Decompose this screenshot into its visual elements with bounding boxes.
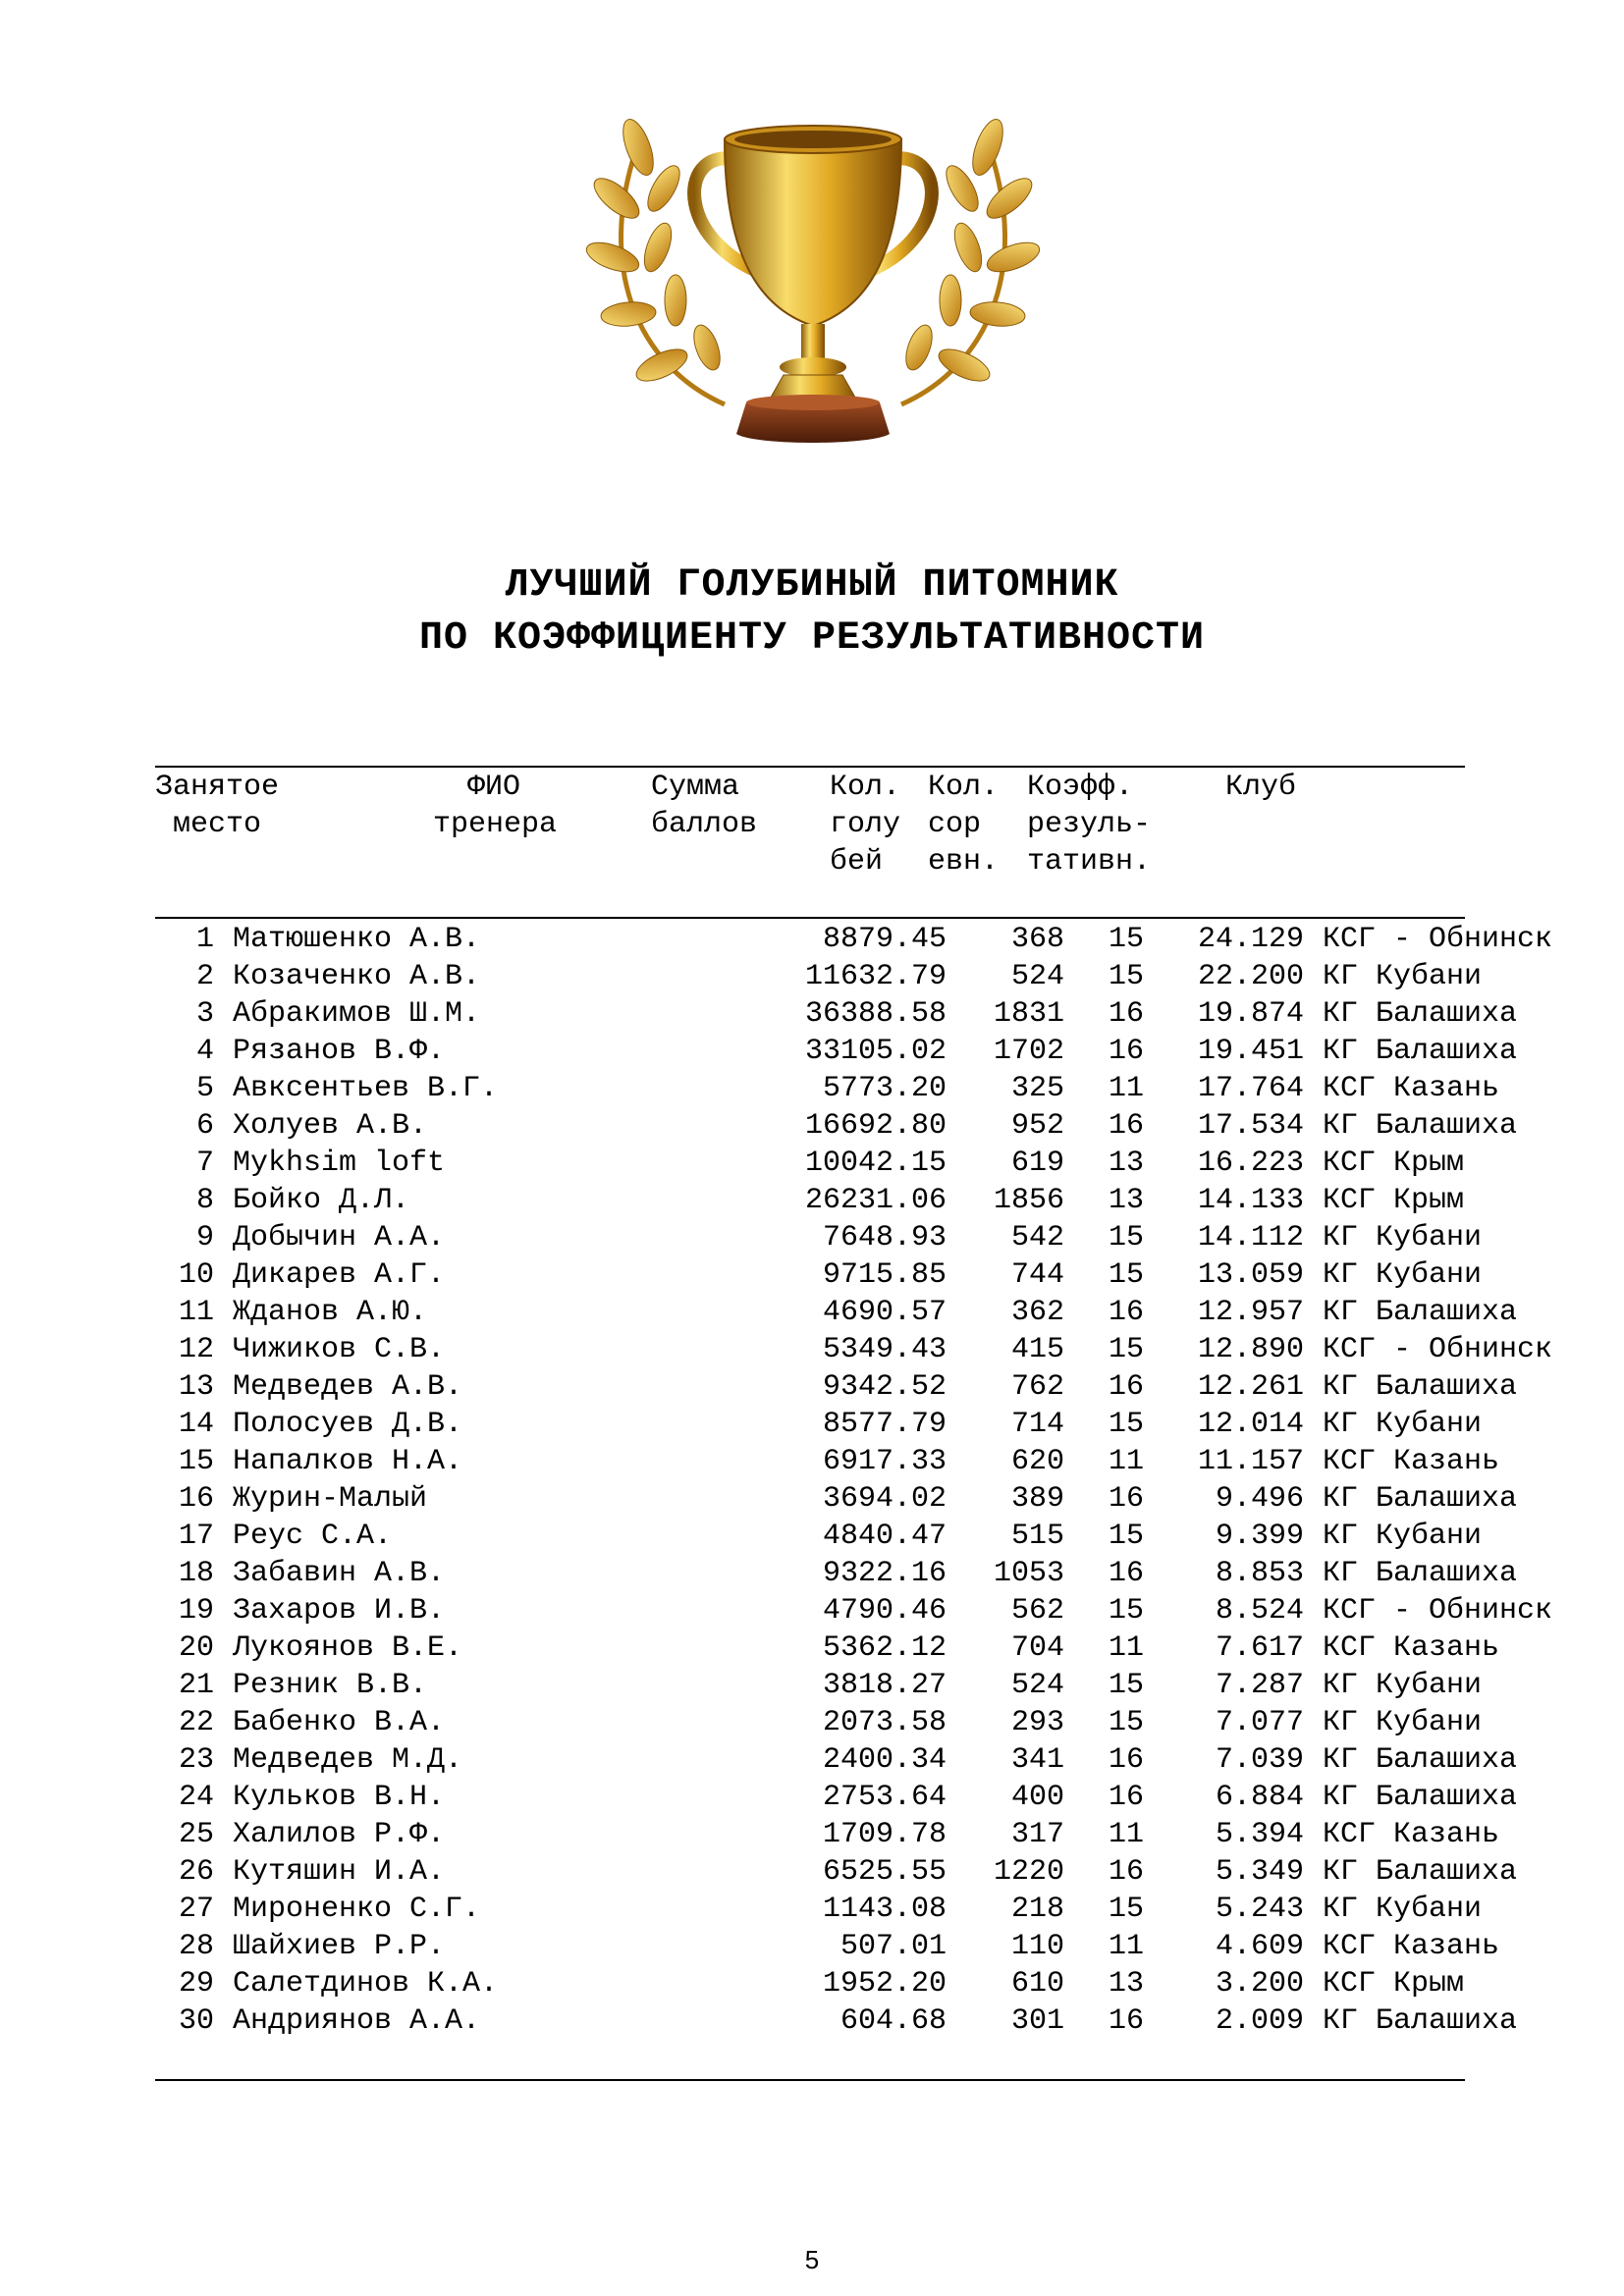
club-cell: КГ Кубани — [1323, 1893, 1483, 1926]
club-cell: КГ Кубани — [1323, 1258, 1483, 1292]
birds-cell: 368 — [1010, 923, 1064, 956]
header-birds-3: бей — [830, 845, 884, 879]
rank-cell: 18 — [178, 1557, 214, 1590]
birds-cell: 1856 — [993, 1184, 1064, 1217]
club-cell: КГ Кубани — [1323, 1706, 1483, 1739]
club-cell: КСГ Казань — [1323, 1631, 1500, 1665]
competitions-cell: 16 — [1108, 1743, 1144, 1777]
coef-cell: 2.009 — [1215, 2004, 1304, 2038]
club-cell: КГ Балашиха — [1323, 1370, 1518, 1404]
birds-cell: 744 — [1010, 1258, 1064, 1292]
rank-cell: 29 — [178, 1967, 214, 2001]
sum-cell: 5773.20 — [822, 1072, 947, 1105]
rank-cell: 1 — [195, 923, 214, 956]
name-cell: Полосуев Д.В. — [233, 1408, 463, 1441]
competitions-cell: 16 — [1108, 1557, 1144, 1590]
sum-cell: 4790.46 — [822, 1594, 947, 1628]
sum-cell: 16692.80 — [804, 1109, 947, 1143]
coef-cell: 14.112 — [1197, 1221, 1304, 1255]
competitions-cell: 11 — [1108, 1445, 1144, 1478]
club-cell: КГ Балашиха — [1323, 1482, 1518, 1516]
competitions-cell: 13 — [1108, 1147, 1144, 1180]
trophy-cup-laurel-icon — [577, 90, 1049, 483]
competitions-cell: 16 — [1108, 2004, 1144, 2038]
coef-cell: 5.394 — [1215, 1818, 1304, 1851]
rank-cell: 10 — [178, 1258, 214, 1292]
birds-cell: 415 — [1010, 1333, 1064, 1366]
name-cell: Халилов Р.Ф. — [233, 1818, 446, 1851]
header-coef-3: тативн. — [1027, 845, 1152, 879]
birds-cell: 317 — [1010, 1818, 1064, 1851]
rank-cell: 24 — [178, 1781, 214, 1814]
name-cell: Абракимов Ш.М. — [233, 997, 481, 1031]
coef-cell: 4.609 — [1215, 1930, 1304, 1963]
coef-cell: 6.884 — [1215, 1781, 1304, 1814]
coef-cell: 16.223 — [1197, 1147, 1304, 1180]
sum-cell: 1952.20 — [822, 1967, 947, 2001]
rank-cell: 14 — [178, 1408, 214, 1441]
rank-cell: 17 — [178, 1520, 214, 1553]
name-cell: Реус С.А. — [233, 1520, 393, 1553]
club-cell: КГ Кубани — [1323, 1221, 1483, 1255]
rank-cell: 20 — [178, 1631, 214, 1665]
club-cell: КСГ Крым — [1323, 1184, 1465, 1217]
name-cell: Резник В.В. — [233, 1669, 428, 1702]
coef-cell: 12.890 — [1197, 1333, 1304, 1366]
sum-cell: 3818.27 — [822, 1669, 947, 1702]
sum-cell: 33105.02 — [804, 1035, 947, 1068]
name-cell: Напалков Н.А. — [233, 1445, 463, 1478]
birds-cell: 542 — [1010, 1221, 1064, 1255]
coef-cell: 12.957 — [1197, 1296, 1304, 1329]
header-place-2: место — [173, 808, 262, 841]
club-cell: КСГ Крым — [1323, 1967, 1465, 2001]
birds-cell: 218 — [1010, 1893, 1064, 1926]
table-bottom-rule — [155, 2079, 1465, 2081]
rank-cell: 25 — [178, 1818, 214, 1851]
sum-cell: 6917.33 — [822, 1445, 947, 1478]
name-cell: Андриянов А.А. — [233, 2004, 481, 2038]
competitions-cell: 15 — [1108, 1258, 1144, 1292]
club-cell: КГ Балашиха — [1323, 997, 1518, 1031]
coef-cell: 8.524 — [1215, 1594, 1304, 1628]
name-cell: Рязанов В.Ф. — [233, 1035, 446, 1068]
club-cell: КГ Кубани — [1323, 1408, 1483, 1441]
birds-cell: 762 — [1010, 1370, 1064, 1404]
coef-cell: 22.200 — [1197, 960, 1304, 993]
competitions-cell: 15 — [1108, 960, 1144, 993]
name-cell: Бабенко В.А. — [233, 1706, 446, 1739]
name-cell: Мироненко С.Г. — [233, 1893, 481, 1926]
coef-cell: 7.039 — [1215, 1743, 1304, 1777]
birds-cell: 610 — [1010, 1967, 1064, 2001]
coef-cell: 19.874 — [1197, 997, 1304, 1031]
coef-cell: 5.243 — [1215, 1893, 1304, 1926]
rank-cell: 2 — [195, 960, 214, 993]
header-sum-1: Сумма — [651, 771, 740, 804]
club-cell: КГ Балашиха — [1323, 1855, 1518, 1889]
sum-cell: 7648.93 — [822, 1221, 947, 1255]
coef-cell: 19.451 — [1197, 1035, 1304, 1068]
coef-cell: 17.534 — [1197, 1109, 1304, 1143]
name-cell: Кульков В.Н. — [233, 1781, 446, 1814]
table-top-rule — [155, 766, 1465, 768]
name-cell: Лукоянов В.Е. — [233, 1631, 463, 1665]
club-cell: КГ Кубани — [1323, 1520, 1483, 1553]
competitions-cell: 16 — [1108, 1855, 1144, 1889]
name-cell: Mykhsim loft — [233, 1147, 446, 1180]
competitions-cell: 15 — [1108, 1594, 1144, 1628]
sum-cell: 36388.58 — [804, 997, 947, 1031]
coef-cell: 7.287 — [1215, 1669, 1304, 1702]
page-title — [0, 560, 1624, 666]
header-birds-1: Кол. — [830, 771, 901, 804]
rank-cell: 22 — [178, 1706, 214, 1739]
sum-cell: 1143.08 — [822, 1893, 947, 1926]
sum-cell: 8577.79 — [822, 1408, 947, 1441]
birds-cell: 389 — [1010, 1482, 1064, 1516]
rank-cell: 13 — [178, 1370, 214, 1404]
club-cell: КСГ - Обнинск — [1323, 923, 1553, 956]
header-coef-2: резуль- — [1027, 808, 1152, 841]
name-cell: Матюшенко А.В. — [233, 923, 481, 956]
club-cell: КСГ Крым — [1323, 1147, 1465, 1180]
header-bottom-rule — [155, 917, 1465, 919]
coef-cell: 12.261 — [1197, 1370, 1304, 1404]
competitions-cell: 16 — [1108, 997, 1144, 1031]
name-cell: Журин-Малый — [233, 1482, 428, 1516]
competitions-cell: 16 — [1108, 1109, 1144, 1143]
sum-cell: 604.68 — [839, 2004, 947, 2038]
rank-cell: 3 — [195, 997, 214, 1031]
birds-cell: 952 — [1010, 1109, 1064, 1143]
coef-cell: 8.853 — [1215, 1557, 1304, 1590]
birds-cell: 110 — [1010, 1930, 1064, 1963]
name-cell: Захаров И.В. — [233, 1594, 446, 1628]
club-cell: КГ Балашиха — [1323, 1781, 1518, 1814]
coef-cell: 7.617 — [1215, 1631, 1304, 1665]
name-cell: Медведев А.В. — [233, 1370, 463, 1404]
birds-cell: 1220 — [993, 1855, 1064, 1889]
competitions-cell: 15 — [1108, 1520, 1144, 1553]
birds-cell: 362 — [1010, 1296, 1064, 1329]
competitions-cell: 15 — [1108, 1333, 1144, 1366]
rank-cell: 28 — [178, 1930, 214, 1963]
sum-cell: 507.01 — [839, 1930, 947, 1963]
competitions-cell: 13 — [1108, 1184, 1144, 1217]
birds-cell: 524 — [1010, 960, 1064, 993]
club-cell: КСГ Казань — [1323, 1930, 1500, 1963]
name-cell: Забавин А.В. — [233, 1557, 446, 1590]
sum-cell: 2753.64 — [822, 1781, 947, 1814]
sum-cell: 3694.02 — [822, 1482, 947, 1516]
birds-cell: 293 — [1010, 1706, 1064, 1739]
sum-cell: 6525.55 — [822, 1855, 947, 1889]
club-cell: КГ Балашиха — [1323, 2004, 1518, 2038]
coef-cell: 12.014 — [1197, 1408, 1304, 1441]
sum-cell: 2400.34 — [822, 1743, 947, 1777]
sum-cell: 9322.16 — [822, 1557, 947, 1590]
club-cell: КСГ Казань — [1323, 1072, 1500, 1105]
club-cell: КГ Балашиха — [1323, 1557, 1518, 1590]
coef-cell: 24.129 — [1197, 923, 1304, 956]
header-birds-2: голу — [830, 808, 901, 841]
birds-cell: 619 — [1010, 1147, 1064, 1180]
birds-cell: 524 — [1010, 1669, 1064, 1702]
name-cell: Кутяшин И.А. — [233, 1855, 446, 1889]
rank-cell: 7 — [195, 1147, 214, 1180]
competitions-cell: 15 — [1108, 923, 1144, 956]
name-cell: Медведев М.Д. — [233, 1743, 463, 1777]
competitions-cell: 15 — [1108, 1669, 1144, 1702]
header-name-1: ФИО — [467, 771, 521, 804]
rank-cell: 9 — [195, 1221, 214, 1255]
competitions-cell: 16 — [1108, 1781, 1144, 1814]
coef-cell: 13.059 — [1197, 1258, 1304, 1292]
sum-cell: 1709.78 — [822, 1818, 947, 1851]
header-comp-2: сор — [928, 808, 982, 841]
rank-cell: 27 — [178, 1893, 214, 1926]
name-cell: Авксентьев В.Г. — [233, 1072, 499, 1105]
sum-cell: 9342.52 — [822, 1370, 947, 1404]
header-sum-2: баллов — [651, 808, 758, 841]
competitions-cell: 15 — [1108, 1706, 1144, 1739]
competitions-cell: 16 — [1108, 1482, 1144, 1516]
birds-cell: 1702 — [993, 1035, 1064, 1068]
header-comp-3: евн. — [928, 845, 1000, 879]
title-line-1: ЛУЧШИЙ ГОЛУБИНЫЙ ПИТОМНИК — [505, 563, 1119, 608]
competitions-cell: 13 — [1108, 1967, 1144, 2001]
club-cell: КГ Балашиха — [1323, 1109, 1518, 1143]
name-cell: Козаченко А.В. — [233, 960, 481, 993]
birds-cell: 562 — [1010, 1594, 1064, 1628]
sum-cell: 5362.12 — [822, 1631, 947, 1665]
coef-cell: 17.764 — [1197, 1072, 1304, 1105]
competitions-cell: 15 — [1108, 1893, 1144, 1926]
birds-cell: 325 — [1010, 1072, 1064, 1105]
competitions-cell: 11 — [1108, 1930, 1144, 1963]
club-cell: КСГ Казань — [1323, 1818, 1500, 1851]
birds-cell: 301 — [1010, 2004, 1064, 2038]
coef-cell: 5.349 — [1215, 1855, 1304, 1889]
sum-cell: 10042.15 — [804, 1147, 947, 1180]
club-cell: КСГ - Обнинск — [1323, 1333, 1553, 1366]
name-cell: Жданов А.Ю. — [233, 1296, 428, 1329]
rank-cell: 23 — [178, 1743, 214, 1777]
competitions-cell: 16 — [1108, 1035, 1144, 1068]
rank-cell: 5 — [195, 1072, 214, 1105]
sum-cell: 5349.43 — [822, 1333, 947, 1366]
name-cell: Салетдинов К.А. — [233, 1967, 499, 2001]
competitions-cell: 11 — [1108, 1631, 1144, 1665]
name-cell: Холуев А.В. — [233, 1109, 428, 1143]
coef-cell: 14.133 — [1197, 1184, 1304, 1217]
birds-cell: 515 — [1010, 1520, 1064, 1553]
birds-cell: 341 — [1010, 1743, 1064, 1777]
competitions-cell: 15 — [1108, 1408, 1144, 1441]
competitions-cell: 16 — [1108, 1370, 1144, 1404]
coef-cell: 9.496 — [1215, 1482, 1304, 1516]
sum-cell: 11632.79 — [804, 960, 947, 993]
competitions-cell: 16 — [1108, 1296, 1144, 1329]
club-cell: КГ Кубани — [1323, 960, 1483, 993]
rank-cell: 8 — [195, 1184, 214, 1217]
sum-cell: 4690.57 — [822, 1296, 947, 1329]
birds-cell: 400 — [1010, 1781, 1064, 1814]
rank-cell: 16 — [178, 1482, 214, 1516]
sum-cell: 9715.85 — [822, 1258, 947, 1292]
club-cell: КГ Балашиха — [1323, 1296, 1518, 1329]
competitions-cell: 15 — [1108, 1221, 1144, 1255]
coef-cell: 3.200 — [1215, 1967, 1304, 2001]
club-cell: КГ Балашиха — [1323, 1035, 1518, 1068]
club-cell: КСГ - Обнинск — [1323, 1594, 1553, 1628]
coef-cell: 7.077 — [1215, 1706, 1304, 1739]
rank-cell: 11 — [178, 1296, 214, 1329]
competitions-cell: 11 — [1108, 1072, 1144, 1105]
coef-cell: 9.399 — [1215, 1520, 1304, 1553]
rank-cell: 6 — [195, 1109, 214, 1143]
name-cell: Дикарев А.Г. — [233, 1258, 446, 1292]
birds-cell: 620 — [1010, 1445, 1064, 1478]
rank-cell: 15 — [178, 1445, 214, 1478]
name-cell: Шайхиев Р.Р. — [233, 1930, 446, 1963]
birds-cell: 704 — [1010, 1631, 1064, 1665]
header-club: Клуб — [1225, 771, 1297, 804]
header-place-1: Занятое — [155, 771, 280, 804]
title-line-2: ПО КОЭФФИЦИЕНТУ РЕЗУЛЬТАТИВНОСТИ — [418, 616, 1206, 661]
birds-cell: 714 — [1010, 1408, 1064, 1441]
club-cell: КГ Кубани — [1323, 1669, 1483, 1702]
sum-cell: 26231.06 — [804, 1184, 947, 1217]
rank-cell: 19 — [178, 1594, 214, 1628]
competitions-cell: 11 — [1108, 1818, 1144, 1851]
rank-cell: 26 — [178, 1855, 214, 1889]
coef-cell: 11.157 — [1197, 1445, 1304, 1478]
name-cell: Добычин А.А. — [233, 1221, 446, 1255]
sum-cell: 4840.47 — [822, 1520, 947, 1553]
name-cell: Чижиков С.В. — [233, 1333, 446, 1366]
rank-cell: 12 — [178, 1333, 214, 1366]
name-cell: Бойко Д.Л. — [233, 1184, 410, 1217]
header-coef-1: Коэфф. — [1027, 771, 1134, 804]
page-number: 5 — [804, 2245, 820, 2274]
sum-cell: 2073.58 — [822, 1706, 947, 1739]
birds-cell: 1831 — [993, 997, 1064, 1031]
rank-cell: 21 — [178, 1669, 214, 1702]
club-cell: КГ Балашиха — [1323, 1743, 1518, 1777]
rank-cell: 30 — [178, 2004, 214, 2038]
header-name-2: тренера — [433, 808, 558, 841]
rank-cell: 4 — [195, 1035, 214, 1068]
club-cell: КСГ Казань — [1323, 1445, 1500, 1478]
birds-cell: 1053 — [993, 1557, 1064, 1590]
header-comp-1: Кол. — [928, 771, 1000, 804]
sum-cell: 8879.45 — [822, 923, 947, 956]
